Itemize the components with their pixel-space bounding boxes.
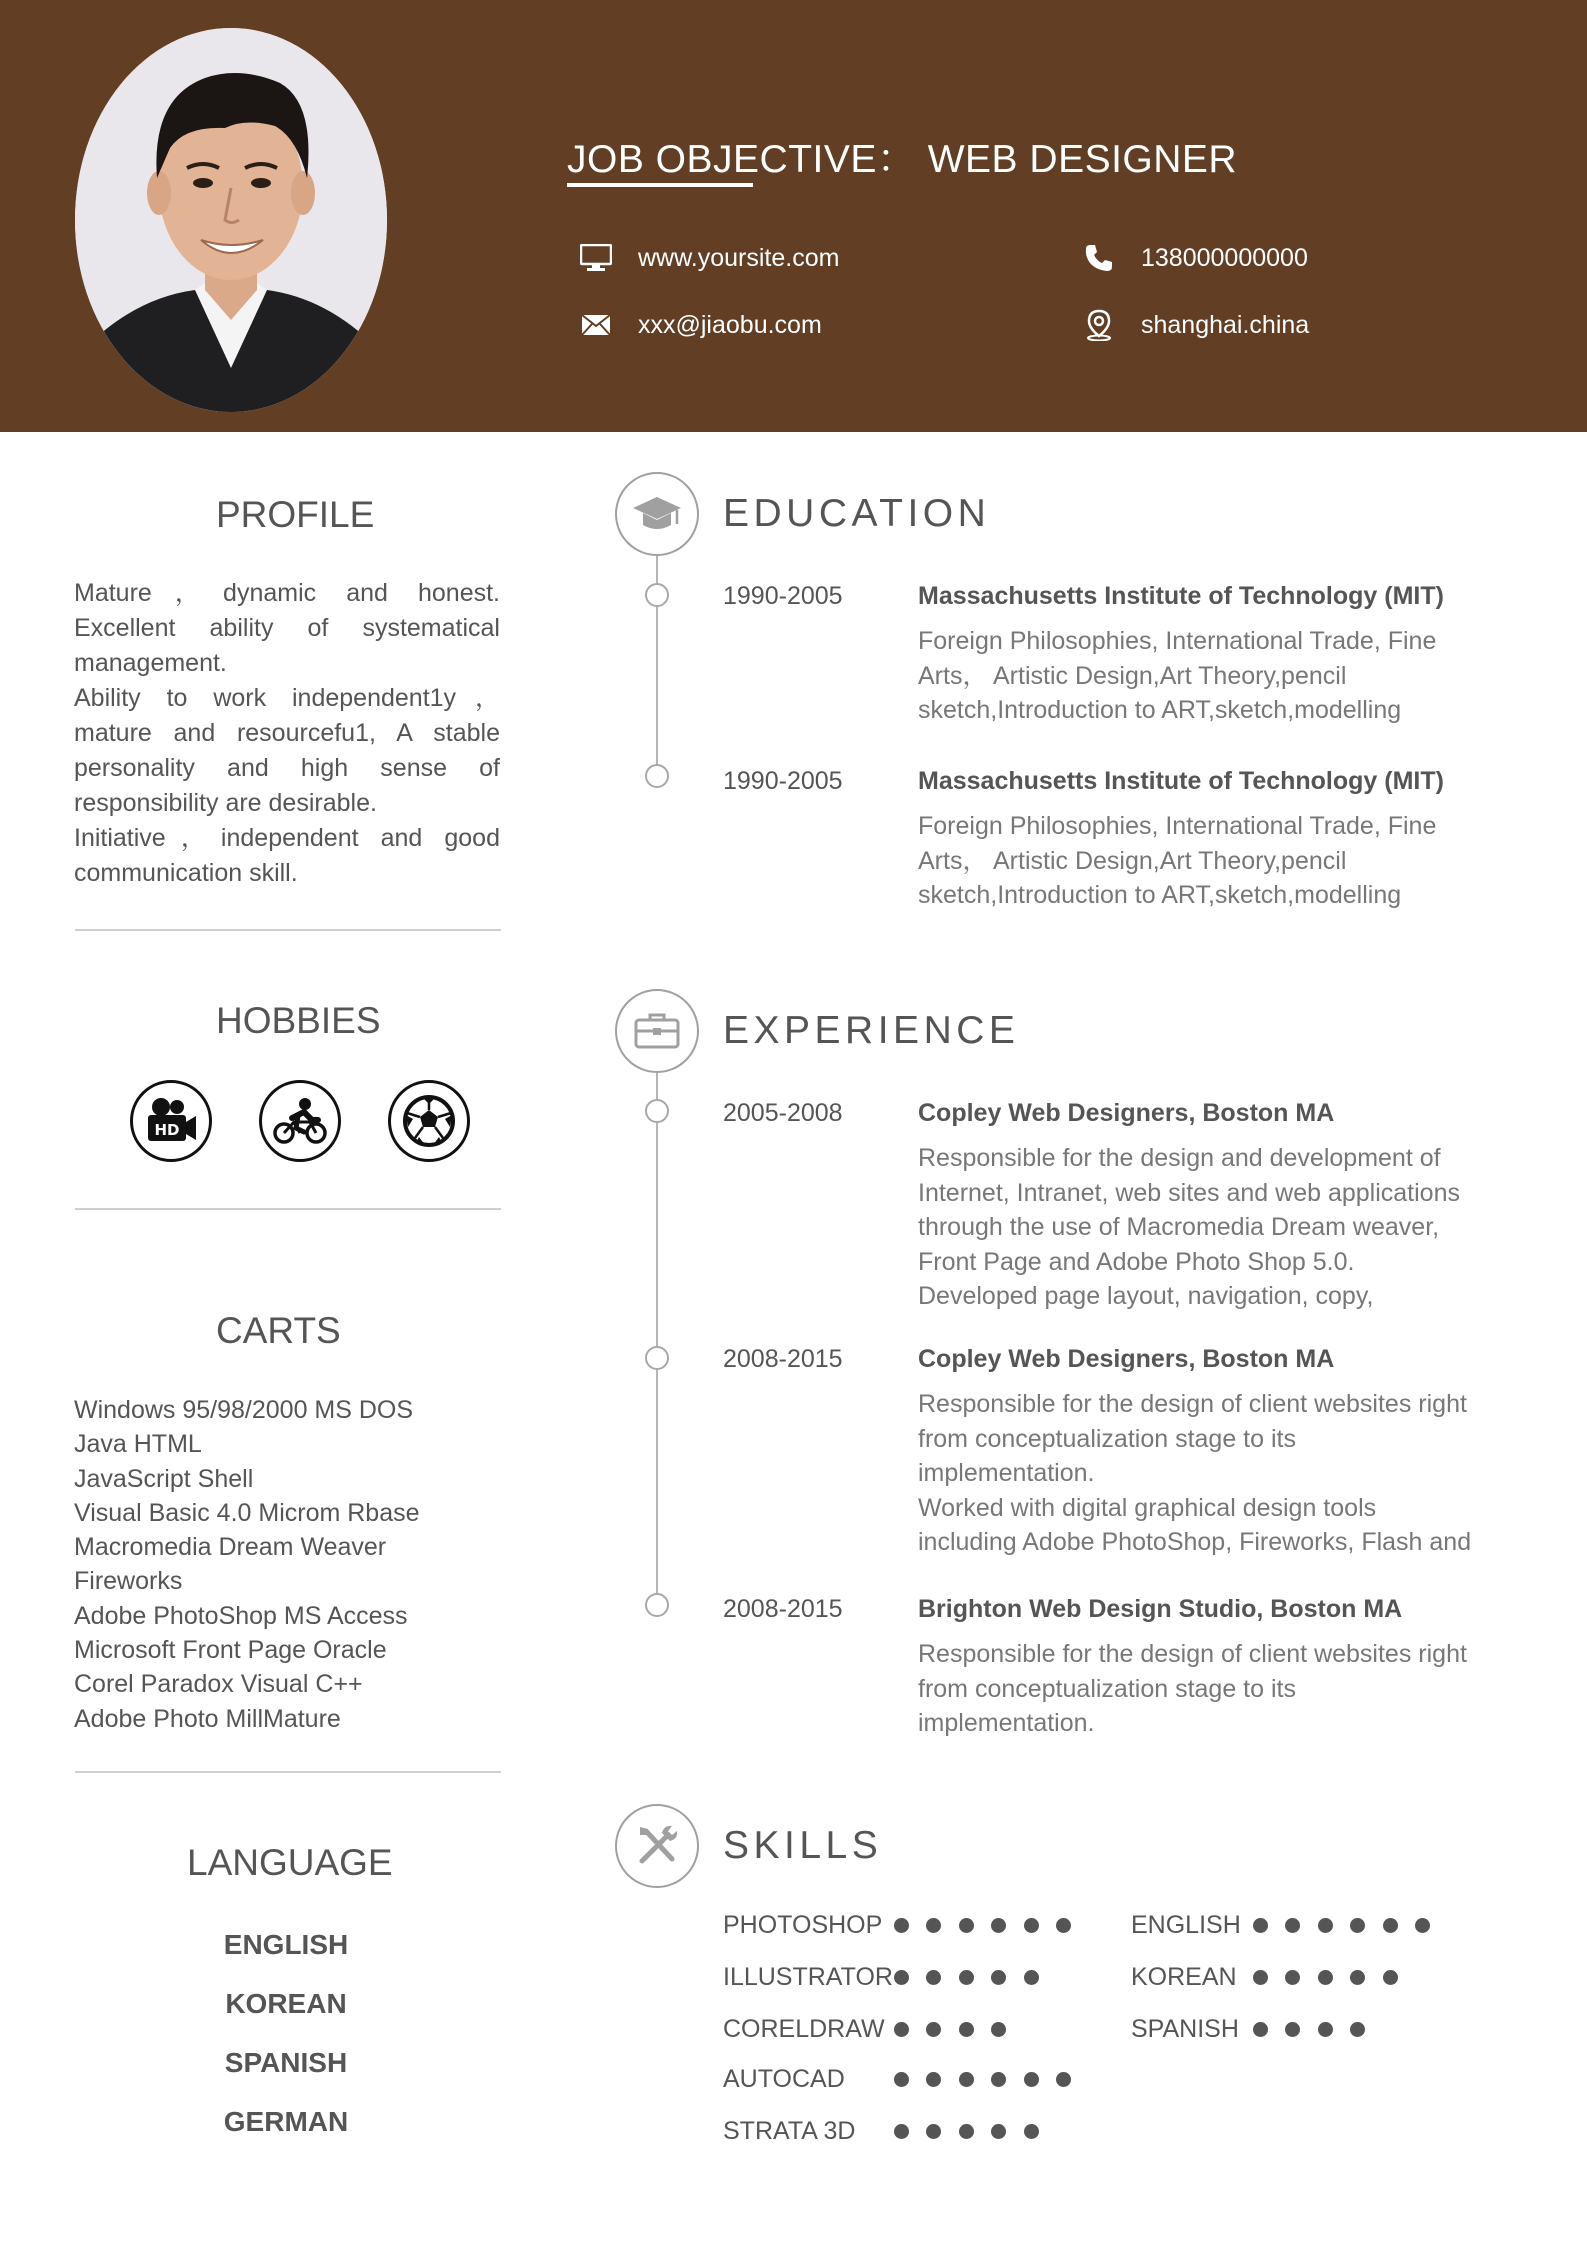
skill-label: ENGLISH bbox=[1131, 1911, 1241, 1939]
language-item: KOREAN bbox=[225, 1988, 347, 2019]
contact-website[interactable] bbox=[578, 240, 839, 276]
list-item: Visual Basic 4.0 Microm Rbase bbox=[74, 1498, 420, 1527]
skill-level-dot bbox=[991, 2124, 1006, 2139]
skill-dots bbox=[894, 2124, 1056, 2139]
skill-row bbox=[723, 2117, 855, 2146]
skill-level-dot bbox=[1350, 1970, 1365, 1985]
contact-phone[interactable] bbox=[1081, 240, 1308, 276]
list-item: Corel Paradox Visual C++ bbox=[74, 1670, 363, 1699]
envelope-icon bbox=[578, 307, 614, 343]
profile-text bbox=[74, 576, 500, 891]
profile-heading: PROFILE bbox=[216, 494, 375, 535]
phone-icon bbox=[1081, 240, 1117, 276]
desc-line: Arts， Artistic Design,Art Theory,pencil bbox=[918, 846, 1347, 875]
skill-level-dot bbox=[1024, 2072, 1039, 2087]
timeline-dot bbox=[645, 1346, 669, 1370]
desc-line: Responsible for the design of client websites right bbox=[918, 1390, 1467, 1418]
skill-label: AUTOCAD bbox=[723, 2065, 845, 2093]
carts-list bbox=[74, 1393, 420, 1736]
skill-level-dot bbox=[1318, 2022, 1333, 2037]
skill-level-dot bbox=[1318, 1918, 1333, 1933]
desc-line: Front Page and Adobe Photo Shop 5.0. bbox=[918, 1247, 1355, 1276]
desc-line: Foreign Philosophies, International Trade, Fine bbox=[918, 627, 1437, 655]
skill-level-dot bbox=[926, 2022, 941, 2037]
skill-level-dot bbox=[959, 2072, 974, 2087]
skill-level-dot bbox=[991, 1970, 1006, 1985]
education-title: Massachusetts Institute of Technology (MIT) bbox=[918, 582, 1444, 610]
portrait-image bbox=[75, 28, 387, 412]
email-text: xxx@jiaobu.com bbox=[638, 310, 822, 339]
skill-level-dot bbox=[1285, 1970, 1300, 1985]
skill-level-dot bbox=[1285, 1918, 1300, 1933]
skill-level-dot bbox=[1383, 1970, 1398, 1985]
experience-heading: EXPERIENCE bbox=[723, 1009, 1020, 1052]
list-item: Macromedia Dream Weaver bbox=[74, 1533, 387, 1562]
skill-row bbox=[723, 1911, 882, 1940]
education-desc bbox=[918, 624, 1508, 728]
education-date: 1990-2005 bbox=[723, 767, 843, 795]
desc-line: implementation. bbox=[918, 1709, 1095, 1737]
briefcase-icon bbox=[615, 989, 699, 1073]
experience-date: 2005-2008 bbox=[723, 1099, 843, 1127]
skill-level-dot bbox=[1318, 1970, 1333, 1985]
skill-level-dot bbox=[1056, 2072, 1071, 2087]
contact-location[interactable] bbox=[1081, 307, 1309, 343]
desc-line: implementation. bbox=[918, 1459, 1095, 1487]
carts-heading: CARTS bbox=[216, 1310, 341, 1351]
list-item: Fireworks bbox=[74, 1567, 183, 1596]
contact-email[interactable] bbox=[578, 307, 822, 343]
language-item: GERMAN bbox=[223, 2106, 349, 2137]
profile-paragraph: Ability to work independent1y，mature and resourcefu1, A stable personality and high sense of responsibility are desirable. bbox=[74, 684, 500, 817]
desc-line: Arts， Artistic Design,Art Theory,pencil bbox=[918, 661, 1347, 690]
skill-level-dot bbox=[894, 1970, 909, 1985]
skill-row bbox=[723, 1963, 893, 1992]
skill-dots bbox=[1253, 1970, 1415, 1985]
experience-date: 2008-2015 bbox=[723, 1595, 843, 1623]
tools-icon bbox=[615, 1804, 699, 1888]
timeline-dot bbox=[645, 764, 669, 788]
profile-photo bbox=[75, 28, 387, 412]
skill-label: ILLUSTRATOR bbox=[723, 1963, 893, 1991]
experience-title: Brighton Web Design Studio, Boston MA bbox=[918, 1595, 1403, 1623]
graduation-cap-icon bbox=[615, 472, 699, 556]
desc-line: through the use of Macromedia Dream weaver, bbox=[918, 1213, 1440, 1241]
skill-row bbox=[1131, 1963, 1237, 1992]
job-objective: JOB OBJECTIVE： WEB DESIGNER bbox=[567, 138, 1238, 181]
skills-heading: SKILLS bbox=[723, 1824, 883, 1867]
cycling-icon bbox=[259, 1080, 341, 1162]
desc-line: from conceptualization stage to its bbox=[918, 1674, 1296, 1703]
desc-line: Foreign Philosophies, International Trade, Fine bbox=[918, 812, 1437, 840]
language-item: SPANISH bbox=[224, 2047, 348, 2078]
list-item: Adobe Photo MillMature bbox=[74, 1704, 341, 1733]
experience-desc bbox=[918, 1637, 1508, 1741]
svg-text:HD: HD bbox=[154, 1121, 180, 1139]
skill-level-dot bbox=[1415, 1918, 1430, 1933]
list-item: Windows 95/98/2000 MS DOS bbox=[74, 1396, 414, 1424]
skill-level-dot bbox=[1024, 1918, 1039, 1933]
profile-paragraph: Initiative，independent and good communication skill. bbox=[74, 824, 500, 887]
skill-level-dot bbox=[1350, 1918, 1365, 1933]
skill-level-dot bbox=[1350, 2022, 1365, 2037]
skill-level-dot bbox=[894, 2124, 909, 2139]
skill-row bbox=[723, 2015, 885, 2044]
hobbies-heading: HOBBIES bbox=[216, 1000, 381, 1041]
phone-text: 138000000000 bbox=[1141, 243, 1308, 272]
location-text: shanghai.china bbox=[1141, 310, 1310, 339]
skill-dots bbox=[894, 2072, 1088, 2087]
list-item: Java HTML bbox=[74, 1430, 202, 1459]
skill-level-dot bbox=[1253, 2022, 1268, 2037]
education-title: Massachusetts Institute of Technology (MIT) bbox=[918, 767, 1444, 795]
skill-row bbox=[723, 2065, 845, 2094]
skill-level-dot bbox=[1383, 1918, 1398, 1933]
skill-level-dot bbox=[991, 1918, 1006, 1933]
language-heading: LANGUAGE bbox=[187, 1842, 393, 1883]
skill-row bbox=[1131, 2015, 1239, 2044]
skill-level-dot bbox=[926, 2124, 941, 2139]
monitor-icon bbox=[578, 240, 614, 276]
skill-level-dot bbox=[926, 1918, 941, 1933]
timeline-dot bbox=[645, 583, 669, 607]
skill-dots bbox=[894, 1918, 1088, 1933]
experience-desc bbox=[918, 1387, 1508, 1560]
skill-level-dot bbox=[1253, 1970, 1268, 1985]
profile-paragraph: Mature，dynamic and honest. Excellent ability of systematical management. bbox=[74, 579, 500, 677]
experience-title: Copley Web Designers, Boston MA bbox=[918, 1345, 1335, 1373]
skill-dots bbox=[894, 2022, 1024, 2037]
location-pin-icon bbox=[1081, 307, 1117, 343]
skill-label: PHOTOSHOP bbox=[723, 1911, 883, 1939]
education-date: 1990-2005 bbox=[723, 582, 843, 610]
skill-level-dot bbox=[991, 2022, 1006, 2037]
skill-dots bbox=[894, 1970, 1056, 1985]
experience-desc bbox=[918, 1141, 1508, 1314]
skill-level-dot bbox=[1285, 2022, 1300, 2037]
skill-level-dot bbox=[1253, 1918, 1268, 1933]
desc-line: including Adobe PhotoShop, Fireworks, Flash and bbox=[918, 1528, 1472, 1556]
job-title-underline bbox=[567, 183, 753, 187]
desc-line: Responsible for the design of client websites right bbox=[918, 1640, 1467, 1668]
hd-camera-icon bbox=[130, 1080, 212, 1162]
skill-level-dot bbox=[926, 1970, 941, 1985]
skill-dots bbox=[1253, 1918, 1447, 1933]
desc-line: Developed page layout, navigation, copy, bbox=[918, 1282, 1374, 1310]
skill-level-dot bbox=[959, 1970, 974, 1985]
skill-label: KOREAN bbox=[1131, 1963, 1237, 1991]
experience-date: 2008-2015 bbox=[723, 1345, 843, 1373]
skill-level-dot bbox=[894, 2072, 909, 2087]
desc-line: from conceptualization stage to its bbox=[918, 1424, 1296, 1453]
timeline-dot bbox=[645, 1099, 669, 1123]
divider bbox=[75, 929, 501, 931]
skill-level-dot bbox=[1056, 1918, 1071, 1933]
experience-title: Copley Web Designers, Boston MA bbox=[918, 1099, 1335, 1127]
divider bbox=[75, 1771, 501, 1773]
desc-line: sketch,Introduction to ART,sketch,modelling bbox=[918, 881, 1402, 909]
skill-level-dot bbox=[894, 2022, 909, 2037]
list-item: JavaScript Shell bbox=[74, 1464, 254, 1493]
education-heading: EDUCATION bbox=[723, 492, 991, 535]
header-banner bbox=[0, 0, 1587, 432]
desc-line: Worked with digital graphical design tools bbox=[918, 1493, 1377, 1522]
skill-dots bbox=[1253, 2022, 1383, 2037]
divider bbox=[75, 1208, 501, 1210]
desc-line: sketch,Introduction to ART,sketch,modelling bbox=[918, 696, 1402, 724]
desc-line: Responsible for the design and development of bbox=[918, 1144, 1441, 1172]
timeline-dot bbox=[645, 1593, 669, 1617]
skill-row bbox=[1131, 1911, 1241, 1940]
list-item: Adobe PhotoShop MS Access bbox=[74, 1601, 408, 1630]
skill-label: STRATA 3D bbox=[723, 2117, 856, 2145]
soccer-ball-icon bbox=[388, 1080, 470, 1162]
skill-level-dot bbox=[894, 1918, 909, 1933]
skill-label: SPANISH bbox=[1131, 2015, 1239, 2043]
skill-level-dot bbox=[991, 2072, 1006, 2087]
list-item: Microsoft Front Page Oracle bbox=[74, 1636, 387, 1665]
skill-level-dot bbox=[959, 2022, 974, 2037]
skill-level-dot bbox=[959, 2124, 974, 2139]
desc-line: Internet, Intranet, web sites and web applications bbox=[918, 1178, 1460, 1207]
website-text: www.yoursite.com bbox=[638, 243, 840, 272]
skill-label: CORELDRAW bbox=[723, 2015, 885, 2043]
experience-timeline-line bbox=[656, 1073, 658, 1611]
skill-level-dot bbox=[1024, 2124, 1039, 2139]
skill-level-dot bbox=[959, 1918, 974, 1933]
skill-level-dot bbox=[1024, 1970, 1039, 1985]
skill-level-dot bbox=[926, 2072, 941, 2087]
language-item: ENGLISH bbox=[223, 1929, 349, 1960]
education-desc bbox=[918, 809, 1508, 913]
